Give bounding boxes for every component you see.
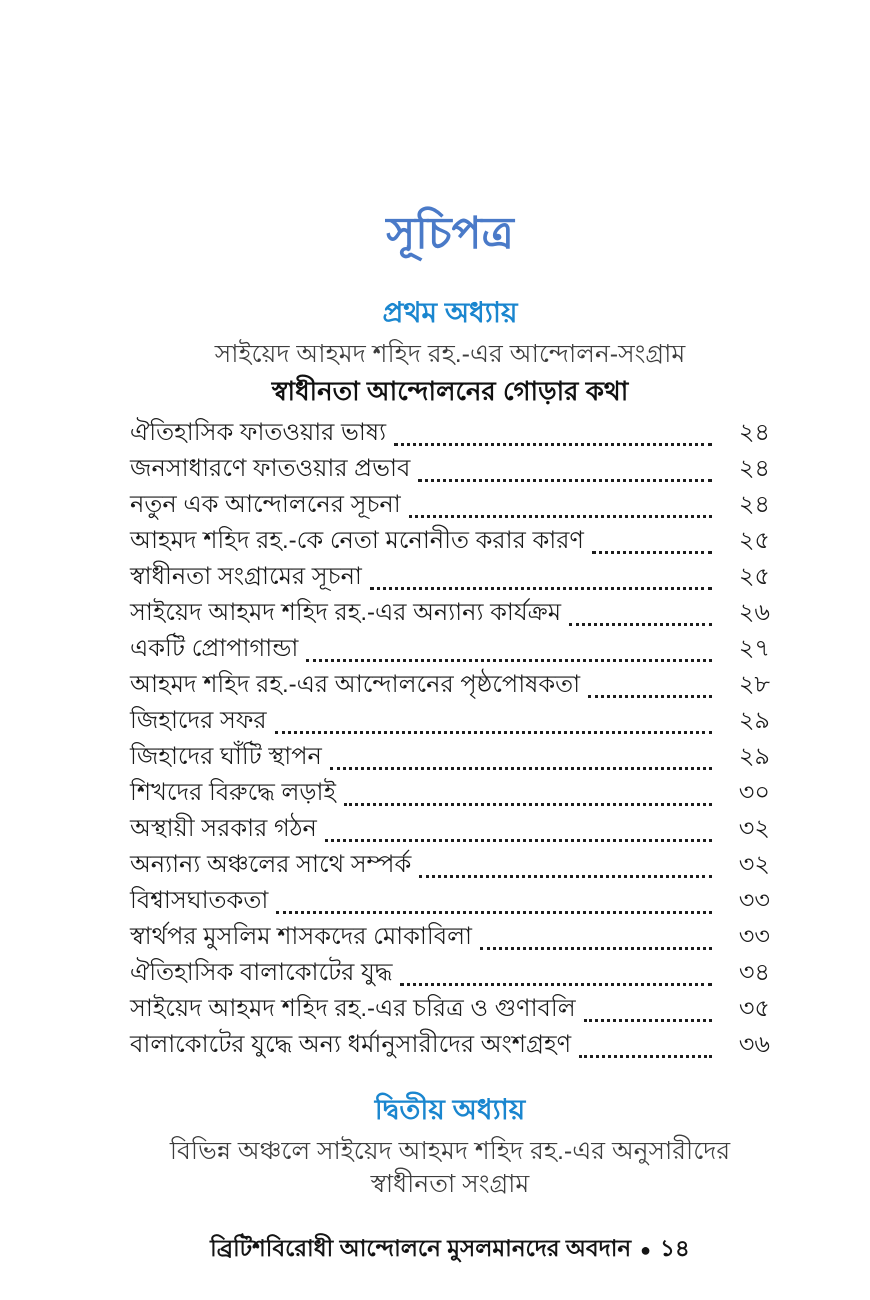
toc-leader-dots: [419, 875, 712, 878]
chapter-2-subtitle: বিভিন্ন অঞ্চলে সাইয়েদ আহমদ শহিদ রহ.-এর অনুসারীদের স্বাধীনতা সংগ্রাম: [169, 1137, 731, 1198]
toc-entry: [130, 670, 770, 706]
toc-entry: [130, 814, 770, 850]
toc-page-number: ২৮: [738, 671, 770, 699]
toc-entry: [130, 634, 770, 670]
toc-page-number: ৩২: [738, 851, 770, 879]
toc-leader-dots: [276, 911, 712, 914]
toc-page-number: ২৬: [738, 599, 770, 627]
toc-leader-dots: [344, 803, 712, 806]
chapter-1-heading: প্রথম অধ্যায়: [382, 297, 518, 328]
toc-leader-dots: [409, 515, 712, 518]
toc-entry-label: ঐতিহাসিক ফাতওয়ার ভাষ্য: [130, 419, 387, 447]
toc-entry-label: সাইয়েদ আহমদ শহিদ রহ.-এর চরিত্র ও গুণাবলি: [130, 995, 576, 1023]
toc-leader-dots: [306, 659, 712, 662]
footer-book-title: ব্রিটিশবিরোধী আন্দোলনে মুসলমানদের অবদান: [210, 1235, 632, 1262]
toc-entry-label: নতুন এক আন্দোলনের সূচনা: [130, 491, 401, 519]
toc-leader-dots: [418, 479, 712, 482]
toc-entry: [130, 850, 770, 886]
toc-leader-dots: [275, 731, 712, 734]
toc-leader-dots: [579, 1055, 712, 1058]
chapter-2-heading: দ্বিতীয় অধ্যায়: [374, 1094, 526, 1126]
page-title: সূচিপত্র: [386, 209, 514, 258]
toc-page-number: ২৫: [738, 527, 770, 555]
footer-page-number: ১৪: [660, 1235, 690, 1262]
chapter-1-subheading: স্বাধীনতা আন্দোলনের গোড়ার কথা: [271, 375, 629, 406]
toc-page-number: ২৪: [738, 455, 770, 483]
toc-entry: [130, 598, 770, 634]
toc-entry: [130, 994, 770, 1030]
toc-entry-label: একটি প্রোপাগান্ডা: [130, 635, 299, 663]
toc-page-number: ২৯: [738, 707, 770, 735]
toc-page-number: ৩৩: [738, 887, 770, 915]
toc-entry: [130, 778, 770, 814]
toc-entry: [130, 706, 770, 742]
toc-leader-dots: [592, 551, 712, 554]
toc-leader-dots: [584, 1019, 712, 1022]
toc-page-number: ২৭: [738, 635, 770, 663]
toc-entry-label: জনসাধারণে ফাতওয়ার প্রভাব: [130, 455, 411, 483]
toc-entry: [130, 886, 770, 922]
toc-page-number: ৩২: [738, 815, 770, 843]
toc-entry: [130, 562, 770, 598]
toc-entry-label: বালাকোটের যুদ্ধে অন্য ধর্মানুসারীদের অংশগ্রহণ: [130, 1031, 572, 1059]
toc-page-number: ২৪: [738, 491, 770, 519]
toc-leader-dots: [480, 947, 712, 950]
toc-page-number: ৩০: [738, 779, 770, 807]
toc-page-number: ৩৫: [738, 995, 770, 1023]
toc-entry: [130, 418, 770, 454]
toc-leader-dots: [325, 839, 712, 842]
toc-entry-label: শিখদের বিরুদ্ধে লড়াই: [130, 779, 336, 807]
footer: [130, 1230, 770, 1269]
toc-entry-label: স্বাধীনতা সংগ্রামের সূচনা: [130, 563, 362, 591]
toc-entry-label: অন্যান্য অঞ্চলের সাথে সম্পর্ক: [130, 851, 412, 879]
toc-entry-label: জিহাদের সফর: [130, 707, 267, 735]
toc-page-number: ৩৩: [738, 923, 770, 951]
toc-entry: [130, 490, 770, 526]
toc-entry-label: অস্থায়ী সরকার গঠন: [130, 815, 317, 843]
toc-page-number: ৩৬: [738, 1031, 770, 1059]
footer-bullet-separator: ●: [640, 1239, 651, 1260]
toc-entry-label: জিহাদের ঘাঁটি স্থাপন: [130, 743, 322, 771]
toc-entry: [130, 922, 770, 958]
toc-page-number: ২৫: [738, 563, 770, 591]
toc-entry-label: আহমদ শহিদ রহ.-এর আন্দোলনের পৃষ্ঠপোষকতা: [130, 671, 581, 699]
toc-entry: [130, 1030, 770, 1066]
toc-entry-label: বিশ্বাসঘাতকতা: [130, 887, 269, 915]
toc-entry-label: আহমদ শহিদ রহ.-কে নেতা মনোনীত করার কারণ: [130, 527, 584, 555]
toc-entry-label: ঐতিহাসিক বালাকোটের যুদ্ধ: [130, 959, 393, 987]
toc-page-number: ৩৪: [738, 959, 770, 987]
chapter-1-subtitle: সাইয়েদ আহমদ শহিদ রহ.-এর আন্দোলন-সংগ্রাম: [214, 340, 686, 368]
toc-leader-dots: [400, 983, 712, 986]
toc-leader-dots: [588, 695, 712, 698]
toc-page-number: ২৪: [738, 419, 770, 447]
toc-entry: [130, 454, 770, 490]
toc-entry-label: স্বার্থপর মুসলিম শাসকদের মোকাবিলা: [130, 923, 472, 951]
toc-list: [130, 418, 770, 1066]
toc-leader-dots: [394, 443, 712, 446]
toc-entry: [130, 526, 770, 562]
toc-entry: [130, 958, 770, 994]
toc-leader-dots: [370, 587, 712, 590]
toc-page-number: ২৯: [738, 743, 770, 771]
toc-entry: [130, 742, 770, 778]
toc-entry-label: সাইয়েদ আহমদ শহিদ রহ.-এর অন্যান্য কার্যক্রম: [130, 599, 562, 627]
toc-leader-dots: [569, 623, 712, 626]
toc-leader-dots: [330, 767, 712, 770]
